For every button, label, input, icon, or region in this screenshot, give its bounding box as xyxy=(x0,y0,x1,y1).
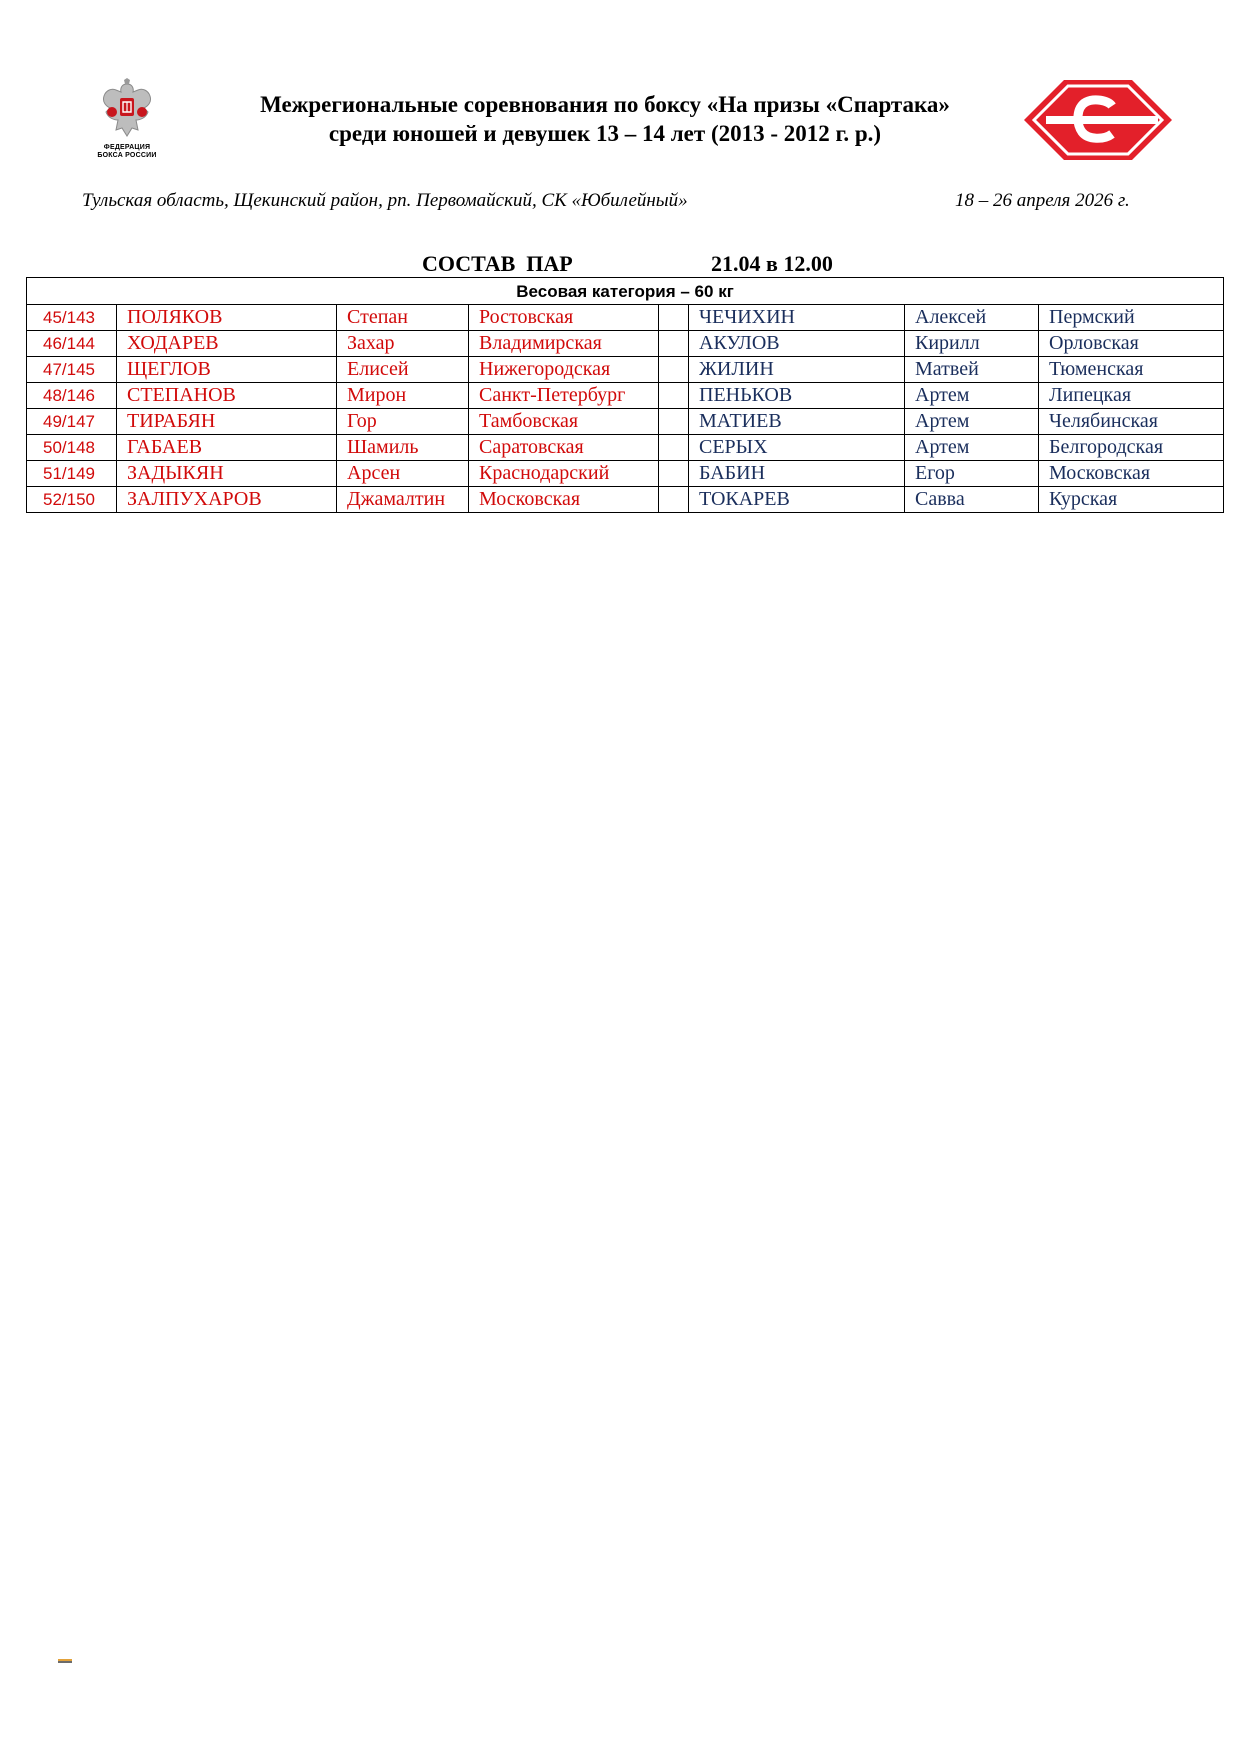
event-title-line2: среди юношей и девушек 13 – 14 лет (2013 - 2012 г. р.) xyxy=(328,121,882,146)
pair-row xyxy=(27,383,1224,409)
session-time: 21.04 в 12.00 xyxy=(711,251,833,276)
pair-row xyxy=(27,331,1224,357)
corner-separator xyxy=(659,487,689,513)
blue-region: Московская xyxy=(1039,461,1224,487)
pair-number: 52/150 xyxy=(27,487,117,513)
event-title-line1: Межрегиональные соревнования по боксу «На призы «Спартака» xyxy=(260,92,950,117)
pairs-table xyxy=(26,277,1224,513)
red-region: Московская xyxy=(469,487,659,513)
boxing-federation-caption-line2: БОКСА РОССИИ xyxy=(97,152,157,159)
pair-number: 45/143 xyxy=(27,305,117,331)
pair-row xyxy=(27,357,1224,383)
pair-row xyxy=(27,435,1224,461)
red-first-name: Арсен xyxy=(337,461,469,487)
blue-surname: ЧЕЧИХИН xyxy=(689,305,905,331)
red-region: Саратовская xyxy=(469,435,659,461)
red-surname: ХОДАРЕВ xyxy=(117,331,337,357)
red-surname: ТИРАБЯН xyxy=(117,409,337,435)
event-dates: 18 – 26 апреля 2026 г. xyxy=(955,190,1130,211)
red-surname: ЗАЛПУХАРОВ xyxy=(117,487,337,513)
blue-surname: АКУЛОВ xyxy=(689,331,905,357)
blue-first-name: Алексей xyxy=(905,305,1039,331)
red-region: Краснодарский xyxy=(469,461,659,487)
blue-region: Тюменская xyxy=(1039,357,1224,383)
spartak-logo xyxy=(1024,80,1172,160)
pair-number: 50/148 xyxy=(27,435,117,461)
weight-category: Весовая категория – 60 кг xyxy=(27,278,1224,305)
boxing-federation-caption-line1: ФЕДЕРАЦИЯ xyxy=(103,144,151,151)
pair-row xyxy=(27,305,1224,331)
pair-number: 47/145 xyxy=(27,357,117,383)
blue-first-name: Матвей xyxy=(905,357,1039,383)
red-surname: ГАБАЕВ xyxy=(117,435,337,461)
red-first-name: Мирон xyxy=(337,383,469,409)
blue-first-name: Артем xyxy=(905,383,1039,409)
blue-region: Пермский xyxy=(1039,305,1224,331)
pair-number: 49/147 xyxy=(27,409,117,435)
red-first-name: Джамалтин xyxy=(337,487,469,513)
footer-mark xyxy=(58,1659,72,1663)
corner-separator xyxy=(659,435,689,461)
pair-number: 51/149 xyxy=(27,461,117,487)
venue: Тульская область, Щекинский район, рп. Первомайский, СК «Юбилейный» xyxy=(82,190,688,211)
blue-first-name: Артем xyxy=(905,409,1039,435)
blue-first-name: Кирилл xyxy=(905,331,1039,357)
blue-surname: ПЕНЬКОВ xyxy=(689,383,905,409)
boxing-federation-caption xyxy=(88,144,166,160)
pairs-heading: СОСТАВ ПАР xyxy=(422,251,573,276)
blue-surname: МАТИЕВ xyxy=(689,409,905,435)
red-region: Нижегородская xyxy=(469,357,659,383)
pair-row xyxy=(27,487,1224,513)
blue-surname: ЖИЛИН xyxy=(689,357,905,383)
blue-surname: БАБИН xyxy=(689,461,905,487)
blue-first-name: Артем xyxy=(905,435,1039,461)
blue-region: Орловская xyxy=(1039,331,1224,357)
corner-separator xyxy=(659,461,689,487)
red-first-name: Захар xyxy=(337,331,469,357)
red-region: Владимирская xyxy=(469,331,659,357)
red-region: Ростовская xyxy=(469,305,659,331)
boxing-federation-logo xyxy=(94,78,160,160)
pair-number: 46/144 xyxy=(27,331,117,357)
spartak-logo-icon xyxy=(1024,80,1172,160)
event-title xyxy=(180,90,1030,148)
corner-separator xyxy=(659,409,689,435)
red-region: Тамбовская xyxy=(469,409,659,435)
blue-surname: СЕРЫХ xyxy=(689,435,905,461)
blue-first-name: Савва xyxy=(905,487,1039,513)
pair-number: 48/146 xyxy=(27,383,117,409)
blue-surname: ТОКАРЕВ xyxy=(689,487,905,513)
red-first-name: Гор xyxy=(337,409,469,435)
corner-separator xyxy=(659,357,689,383)
red-region: Санкт-Петербург xyxy=(469,383,659,409)
corner-separator xyxy=(659,383,689,409)
red-first-name: Степан xyxy=(337,305,469,331)
blue-region: Челябинская xyxy=(1039,409,1224,435)
blue-first-name: Егор xyxy=(905,461,1039,487)
pair-row xyxy=(27,409,1224,435)
corner-separator xyxy=(659,305,689,331)
boxing-federation-emblem-icon xyxy=(94,78,160,142)
blue-region: Белгородская xyxy=(1039,435,1224,461)
blue-region: Липецкая xyxy=(1039,383,1224,409)
pair-row xyxy=(27,461,1224,487)
red-first-name: Шамиль xyxy=(337,435,469,461)
corner-separator xyxy=(659,331,689,357)
blue-region: Курская xyxy=(1039,487,1224,513)
red-first-name: Елисей xyxy=(337,357,469,383)
red-surname: ЩЕГЛОВ xyxy=(117,357,337,383)
red-surname: ЗАДЫКЯН xyxy=(117,461,337,487)
red-surname: ПОЛЯКОВ xyxy=(117,305,337,331)
category-row xyxy=(27,278,1224,305)
red-surname: СТЕПАНОВ xyxy=(117,383,337,409)
